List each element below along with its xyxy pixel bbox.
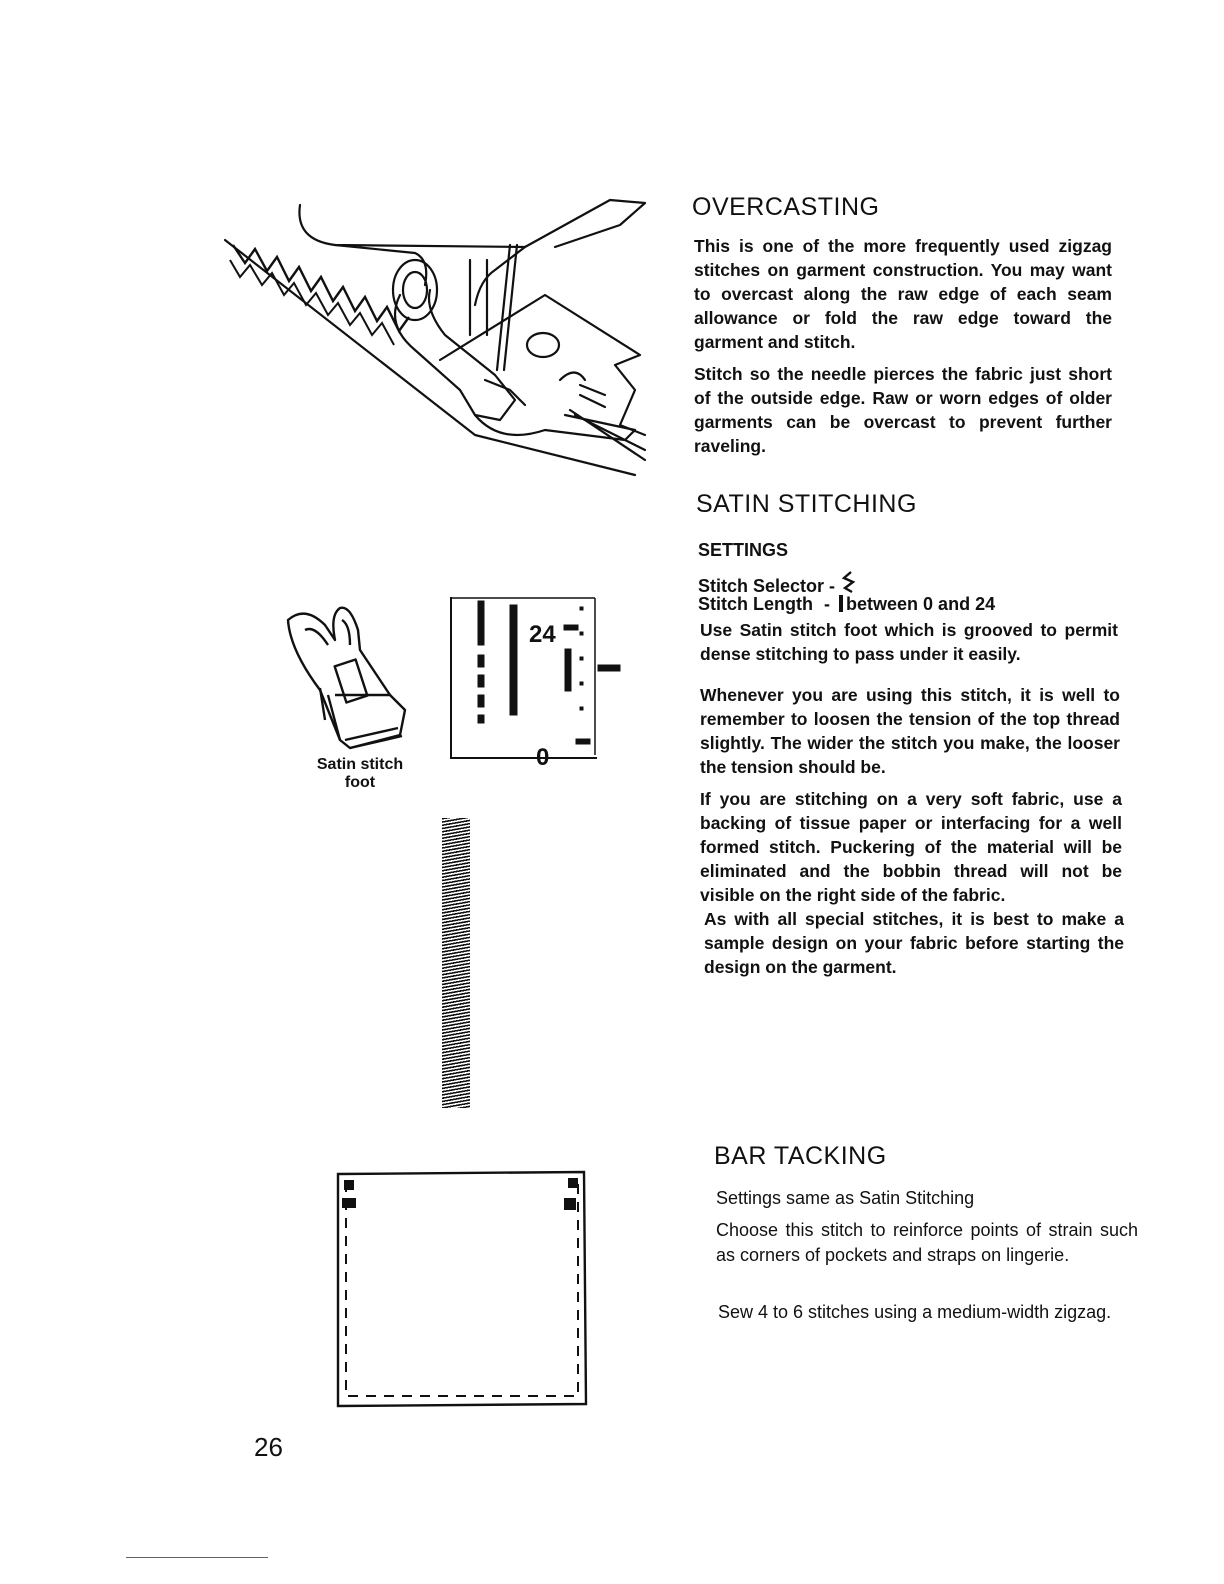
zigzag-symbol-icon: [842, 570, 856, 594]
bar-tacking-paragraph-1: Choose this stitch to reinforce points of strain such as corners of pockets and straps on lingerie.: [716, 1220, 1138, 1265]
dial-bottom-value: 0: [536, 744, 550, 771]
bar-tacking-paragraph-2: Sew 4 to 6 stitches using a medium-width zigzag.: [718, 1302, 1112, 1322]
stitch-length-label: Stitch Length: [698, 594, 813, 614]
satin-stitching-heading: SATIN STITCHING: [696, 490, 917, 518]
dial-top-value: 24: [529, 621, 556, 648]
satin-paragraph-1: Use Satin stitch foot which is grooved to permit dense stitching to pass under it easily.: [700, 620, 1118, 664]
stitch-length-value: between 0 and 24: [846, 594, 996, 614]
bar-tack-pocket-diagram: [336, 1170, 588, 1408]
satin-paragraph-4: As with all special stitches, it is best to make a sample design on your fabric before starting the design on the garment.: [704, 909, 1124, 977]
satin-stitch-foot-illustration: [280, 600, 420, 750]
overcasting-paragraph-2: Stitch so the needle pierces the fabric just short of the outside edge. Raw or worn edges of older garments can be overcast to prevent further raveling.: [694, 364, 1112, 456]
satin-stitch-sample: [442, 818, 470, 1108]
overcasting-paragraph-1: This is one of the more frequently used zigzag stitches on garment construction. You may want to overcast along the raw edge of each seam allowance or fold the raw edge toward the garment and stitch.: [694, 236, 1112, 352]
satin-paragraph-3: If you are stitching on a very soft fabric, use a backing of tissue paper or interfacing for a well formed stitch. Puckering of the material will be eliminated and the bobbin thread will not be visible on the right side of the fabric.: [700, 789, 1122, 905]
sewing-machine-foot-illustration: [225, 185, 655, 475]
bar-tacking-settings: Settings same as Satin Stitching: [716, 1188, 975, 1208]
bottom-rule: [126, 1557, 268, 1558]
stitch-selector-label: Stitch Selector -: [698, 576, 836, 596]
stitch-length-bar-icon: [839, 595, 843, 612]
satin-foot-caption: [300, 756, 420, 792]
bar-tacking-heading: BAR TACKING: [714, 1142, 887, 1170]
stitch-length-line: Stitch Length - between 0 and 24: [698, 594, 996, 614]
settings-label: SETTINGS: [698, 540, 789, 560]
satin-paragraph-2: Whenever you are using this stitch, it is well to remember to loosen the tension of the top thread slightly. The wider the stitch you make, the looser the tension should be.: [700, 685, 1120, 777]
page-number: 26: [254, 1432, 283, 1462]
satin-foot-caption-line1: Satin stitch: [316, 756, 404, 773]
overcasting-heading: OVERCASTING: [692, 193, 880, 221]
satin-foot-caption-line2: foot: [344, 774, 376, 791]
